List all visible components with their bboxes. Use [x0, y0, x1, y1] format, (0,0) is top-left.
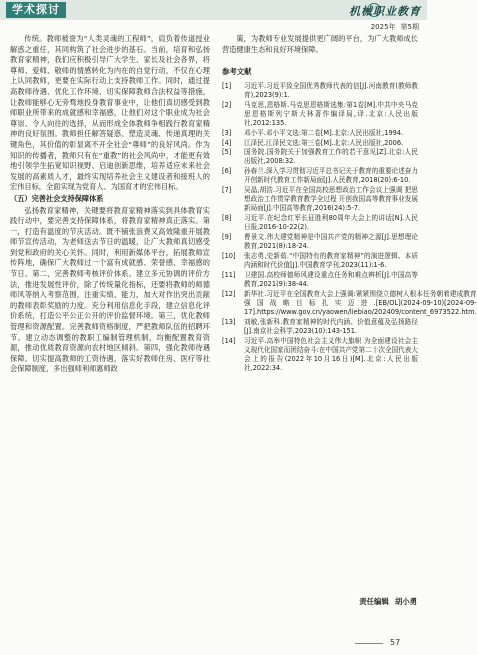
- reference-text: 吴晶,胡浩.习近平在全国高校思想政治工作会议上强调 把思想政治工作贯穿教育教学全过程 开创我国高等教育事业发展新局面[J].中国高等教育,2016(24):5-7.: [244, 186, 418, 213]
- reference-item: [222, 167, 418, 185]
- reference-text: 国务院.国务院关于加强教育工作的若干意见[Z].北京:人民出版社,2008:32.: [244, 148, 418, 166]
- reference-number: [11]: [222, 270, 236, 279]
- body-paragraph: 弘扬教育家精神，关键要将教育家精神落实到具体教育实践行动中，要完善支持保障体系，将教育家精神真正落实。第一，打造有温度的节庆活动。既不铺张浪费又高效隆重开展教师节宣传活动，为老师送去节日的温暖，让广大教师真切感受到党和政府的关心关怀。同时，利用新媒体平台，拓展教师宣传阵地，确保广大教师过一个富有成就感、荣誉感、幸福感的节日。第二，完善教师考核评价体系。建立多元协调的评价方法，推进发展性评价，除了传统量化指标，还要将教师的师德师风等纳入考察范围，注重实绩、能力，加大对作出突出贡献的教师表彰奖励的力度。充分利用信息化手段，建立信息化评价系统，打造公平公正公开的评价监督环境。第三，优化教师管理和资源配置。完善教师资格制度，严把教师队伍的招聘环节。建立动态调整的教职工编制管理机制，均衡配置教育资源，推动优质教育资源向农村地区倾斜。第四，强化教师待遇保障。切实提高教师的工资待遇，落实好教师住房、医疗等社会保障制度，多出强师利师惠师政: [10, 205, 210, 374]
- responsible-editor: [359, 596, 417, 607]
- section-tag: 学术探讨: [6, 2, 66, 18]
- reference-number: [10]: [222, 251, 236, 260]
- reference-item: [222, 82, 418, 100]
- reference-number: [7]: [222, 186, 232, 195]
- reference-text: 习近平.高举中国特色社会主义伟大旗帜 为全面建设社会主义现代化国家而团结奋斗:在中国共产党第二十次全国代表大会上的报告(2022年10月16日)[M].北京:人民出版社,2022:34.: [244, 336, 418, 373]
- journal-name: 机械职业教育: [349, 5, 421, 18]
- reference-number: [8]: [222, 214, 232, 223]
- reference-number: [5]: [222, 148, 232, 157]
- section-heading: （五）完善社会支持保障体系: [10, 193, 104, 203]
- reference-item: [222, 337, 418, 374]
- reference-list: [222, 81, 477, 374]
- reference-number: [13]: [222, 317, 236, 326]
- reference-item: [222, 186, 418, 214]
- left-column: [10, 34, 210, 375]
- reference-number: [12]: [222, 289, 236, 298]
- reference-number: [1]: [222, 81, 232, 90]
- reference-text: 曹景文.伟大建党精神是中国共产党的精神之源[J].思想理论教育,2021(8):18-24.: [244, 233, 418, 251]
- editor-name: 胡小勇: [394, 597, 417, 606]
- body-paragraph: 传统。教师被誉为“人类灵魂的工程师”，肩负着传道授业解惑之重任，其同构筑了社会进步的基石。当前，培育和弘扬教育家精神，我们应积极引导广大学生、家长及社会各界，将尊师、爱师、敬师的情感转化为内在的自觉行动，不仅在心理上认同教师，更要在实际行动上支持教师工作。同时，通过提高教师待遇、优化工作环境、切实保障教师合法权益等措施，让教师能够心无旁骛地投身教育事业中，让他们真切感受到教师职业所带来的成就感和幸福感，让他们对这个职业成为社会尊崇、令人向往的选择，从而形成全体教师争相践行教育家精神的良好氛围。教师担任解答疑惑、塑造灵魂、传递真理的关键角色，其价值的彰显离不开全社会“尊师”的良好风尚。作为知识的传播者，教师只有在“重教”的社会风尚中，才能更有效地引领学生拓宽知识视野、启迪创新思维，培养适应未来社会发展的高素质人才，最终实现培养社会主义建设者和接班人的宏伟目标，全面实现为党育人、为国育才的宏伟目标。: [10, 34, 210, 192]
- reference-number: [4]: [222, 138, 232, 147]
- reference-text: 新华社.习近平在全国教育大会上强调:紧紧围绕立德树人根本任务朝着建成教育强国战略目标扎实迈进.[EB/OL](2024-09-10)[2024-09-17].https://www.gov.cn/yaowen/liebiao/202409/content_6973522.htm.: [244, 289, 477, 317]
- reference-number: [2]: [222, 100, 232, 109]
- reference-text: 习近平.在纪念红军长征胜利80周年大会上的讲话[N].人民日报,2016-10-22(2).: [244, 214, 418, 232]
- reference-number: [9]: [222, 233, 232, 242]
- reference-text: 卫建国.高校师德师风建设重点任务和难点辨析[J].中国高等教育,2021(9):38-44.: [244, 270, 418, 289]
- right-column: [222, 34, 477, 374]
- reference-number: [14]: [222, 336, 236, 345]
- reference-item: [222, 214, 418, 232]
- page-number: 57: [390, 638, 401, 647]
- issue-year: 2025年: [370, 23, 396, 31]
- reference-item: [222, 139, 418, 148]
- reference-text: 邓小平.邓小平文选:第二卷[M].北京:人民出版社,1994.: [244, 128, 404, 137]
- reference-number: [3]: [222, 128, 232, 137]
- reference-item: [222, 271, 418, 289]
- reference-item: [222, 129, 418, 138]
- issue-number: 第5期: [400, 23, 419, 31]
- body-paragraph: 策，为教师专业发展提供更广阔的平台，为广大教师成长营造健康生态和良好环境保障。: [222, 34, 418, 54]
- reference-item: [222, 289, 477, 318]
- reference-item: [222, 233, 418, 251]
- footer-divider: [355, 643, 383, 644]
- reference-text: 张志勇,史新茹.“中国特有的教育家精神”的演进逻辑、本质内涵和时代价值[J].中国教育学刊,2023(11):1-6.: [244, 251, 418, 270]
- issue-info: [371, 22, 419, 32]
- reference-text: 刘敏,张新科.教育家精神的时代内涵、价值意蕴及弘扬路径[J].南京社会科学,2023(10):143-151.: [244, 317, 418, 336]
- reference-item: [222, 148, 418, 166]
- reference-text: 孙春兰.深入学习贯彻习近平总书记关于教育的重要论述奋力开创新时代教育工作新局面[J].人民教育,2018(20):6-10.: [244, 167, 418, 185]
- references-title: 参考文献: [222, 67, 252, 77]
- reference-item: [222, 318, 418, 336]
- reference-text: 江泽民.江泽民文选:第三卷[M].北京:人民出版社,2006.: [244, 138, 404, 147]
- reference-number: [6]: [222, 167, 232, 176]
- reference-item: [222, 252, 418, 270]
- reference-text: 马克思,恩格斯.马克思恩格斯选集:第1卷[M].中共中央马克思恩格斯列宁斯大林著作编译局,译.北京:人民出版社,2012:135.: [244, 100, 418, 128]
- editor-label: 责任编辑: [359, 597, 389, 606]
- reference-text: 习近平.习近平致全国优秀教师代表的信[J].河南教育(教师教育),2023(9):1.: [244, 81, 418, 99]
- reference-item: [222, 101, 418, 129]
